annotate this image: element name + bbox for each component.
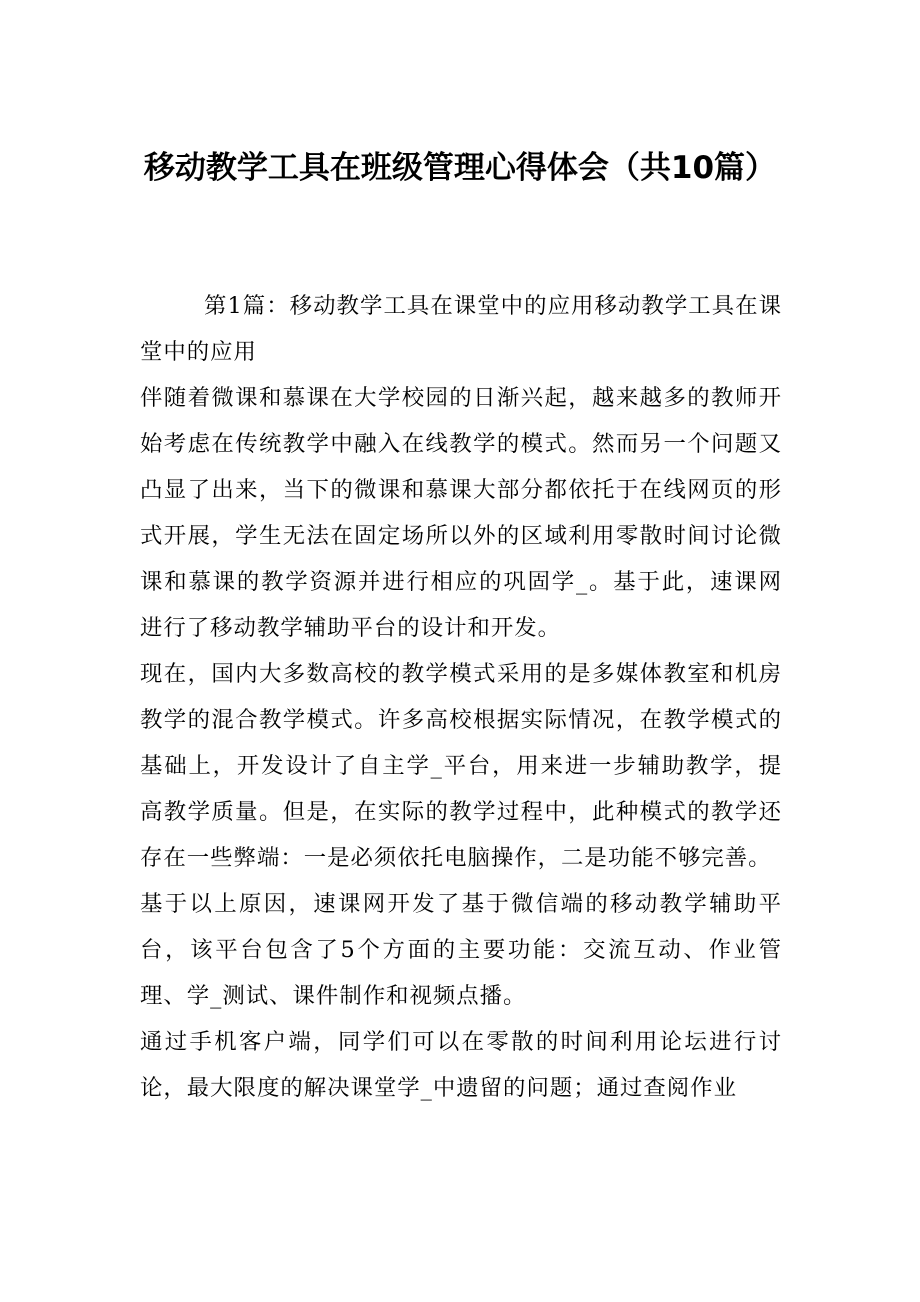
paragraph-chapter-heading: 第1篇：移动教学工具在课堂中的应用移动教学工具在课堂中的应用	[140, 293, 782, 365]
document-body	[140, 283, 782, 1111]
paragraph: 现在，国内大多数高校的教学模式采用的是多媒体教室和机房教学的混合教学模式。许多高校根据实际情况，在教学模式的基础上，开发设计了自主学_平台，用来进一步辅助教学，提高教学质量。但是，在实际的教学过程中，此种模式的教学还存在一些弊端：一是必须依托电脑操作，二是功能不够完善。	[140, 661, 782, 871]
document-title: 移动教学工具在班级管理心得体会（共10篇）	[143, 150, 777, 186]
paragraph: 基于以上原因，速课网开发了基于微信端的移动教学辅助平台，该平台包含了5个方面的主要功能：交流互动、作业管理、学_测试、课件制作和视频点播。	[140, 891, 782, 1009]
paragraph: 通过手机客户端，同学们可以在零散的时间利用论坛进行讨论，最大限度的解决课堂学_中遗留的问题；通过查阅作业	[140, 1029, 782, 1101]
paragraph: 伴随着微课和慕课在大学校园的日渐兴起，越来越多的教师开始考虑在传统教学中融入在线教学的模式。然而另一个问题又凸显了出来，当下的微课和慕课大部分都依托于在线网页的形式开展，学生无法在固定场所以外的区域利用零散时间讨论微课和慕课的教学资源并进行相应的巩固学_。基于此，速课网进行了移动教学辅助平台的设计和开发。	[140, 385, 782, 641]
